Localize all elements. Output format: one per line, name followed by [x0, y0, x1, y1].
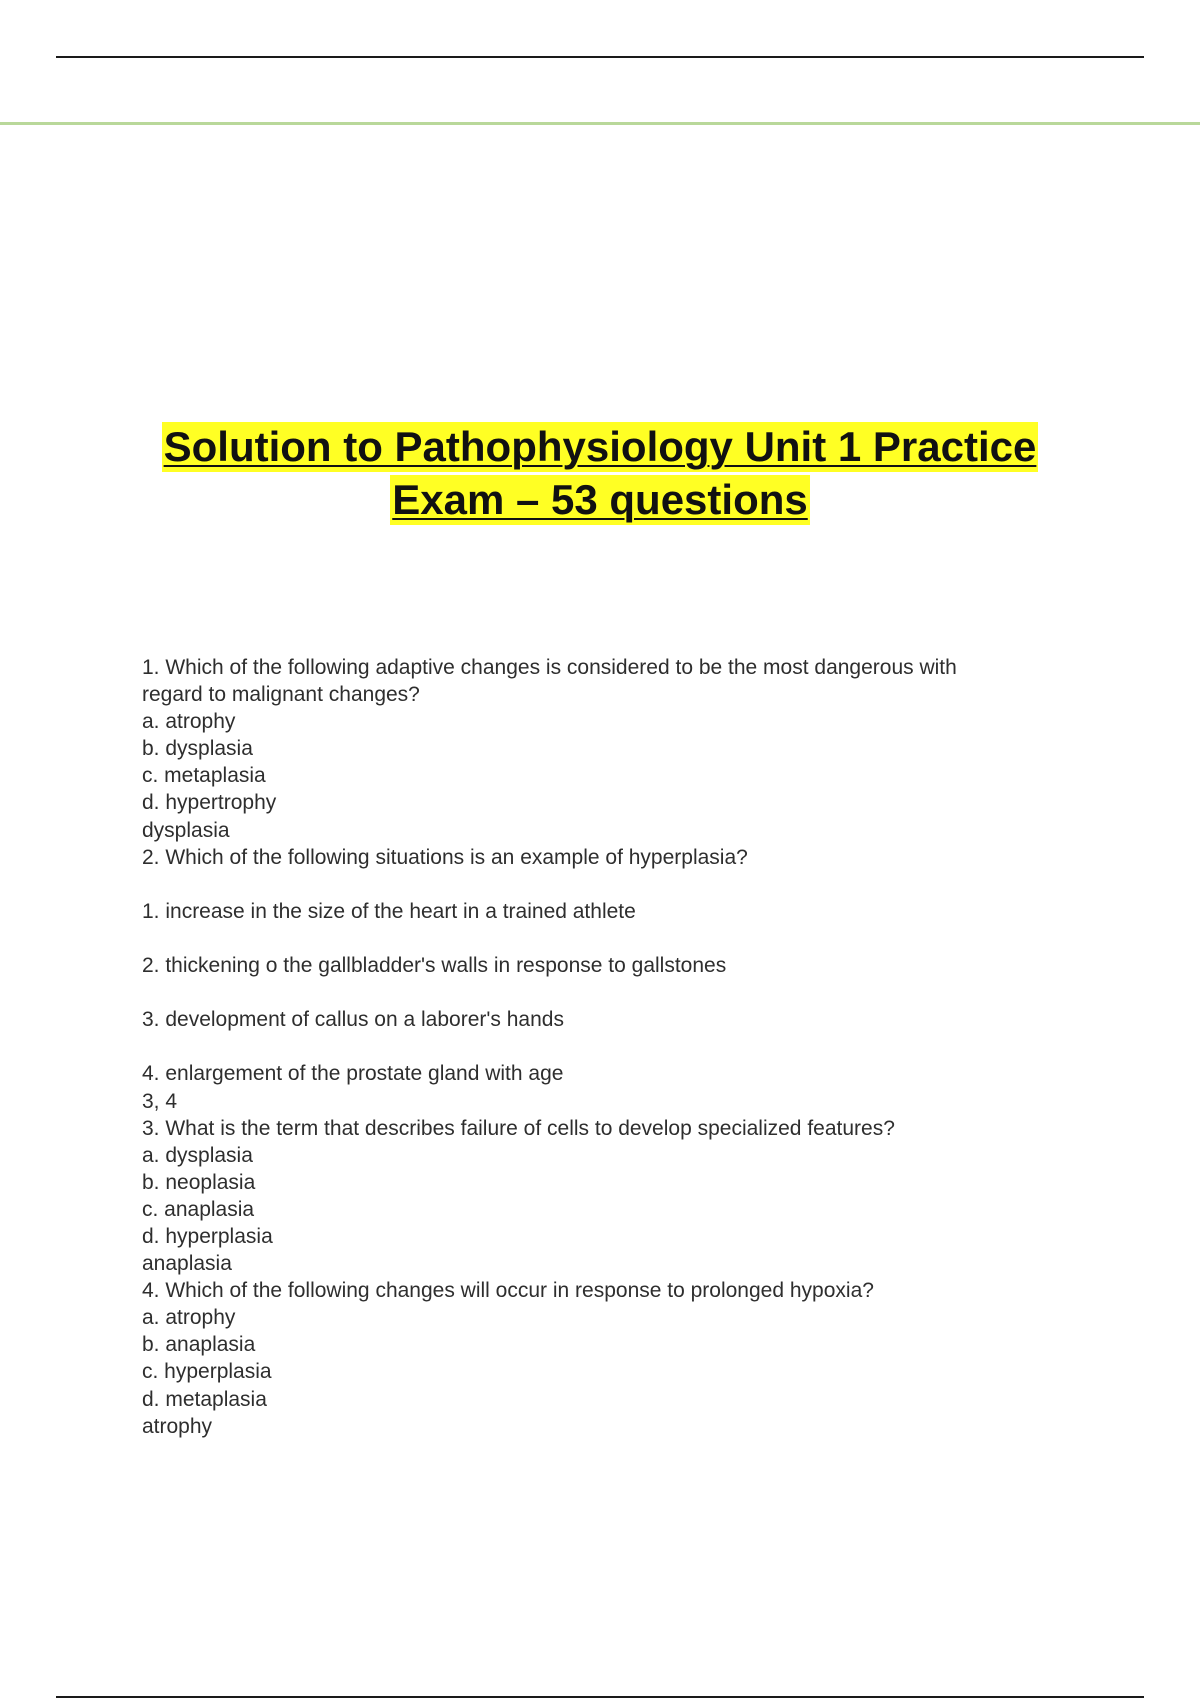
question-4-option-b: b. anaplasia — [142, 1333, 256, 1357]
question-2-text: 2. Which of the following situations is an example of hyperplasia? — [142, 845, 748, 869]
question-4-text: 4. Which of the following changes will occur in response to prolonged hypoxia? — [142, 1279, 874, 1303]
question-4-answer: atrophy — [142, 1414, 213, 1438]
question-list — [142, 654, 1082, 1440]
bottom-rule — [56, 1696, 1144, 1698]
question-1-text: 1. Which of the following adaptive changes is considered to be the most dangerous with — [142, 656, 957, 679]
question-3-text: 3. What is the term that describes failure of cells to develop specialized features? — [142, 1116, 895, 1140]
header-accent-rule — [0, 122, 1200, 125]
question-2-option-3: 3. development of callus on a laborer's hands — [142, 1008, 564, 1032]
question-3-option-a: a. dysplasia — [142, 1143, 253, 1167]
question-2-option-4: 4. enlargement of the prostate gland with age — [142, 1062, 564, 1086]
document-title — [0, 422, 1200, 528]
blank-line — [142, 871, 1082, 898]
top-rule — [56, 56, 1144, 58]
question-3-answer: anaplasia — [142, 1252, 232, 1276]
question-1-option-d: d. hypertrophy — [142, 791, 277, 815]
title-line-1: Solution to Pathophysiology Unit 1 Practice — [163, 423, 1037, 470]
question-1-option-c: c. metaplasia — [142, 764, 266, 788]
question-2-option-1: 1. increase in the size of the heart in a trained athlete — [142, 899, 636, 923]
question-2-answer: 3, 4 — [142, 1089, 178, 1113]
question-3-option-c: c. anaplasia — [142, 1197, 255, 1221]
blank-line — [142, 1033, 1082, 1060]
question-1-option-a: a. atrophy — [142, 710, 236, 734]
question-1-option-b: b. dysplasia — [142, 737, 253, 761]
question-1-text-cont: regard to malignant changes? — [142, 683, 420, 707]
question-4-option-d: d. metaplasia — [142, 1387, 267, 1411]
question-1-answer: dysplasia — [142, 818, 230, 842]
question-3-option-b: b. neoplasia — [142, 1170, 256, 1194]
question-3-option-d: d. hyperplasia — [142, 1224, 273, 1248]
question-4-option-a: a. atrophy — [142, 1306, 236, 1330]
title-line-2: Exam – 53 questions — [392, 476, 808, 523]
question-4-option-c: c. hyperplasia — [142, 1360, 272, 1384]
blank-line — [142, 925, 1082, 952]
question-2-option-2: 2. thickening o the gallbladder's walls in response to gallstones — [142, 954, 727, 978]
blank-line — [142, 979, 1082, 1006]
